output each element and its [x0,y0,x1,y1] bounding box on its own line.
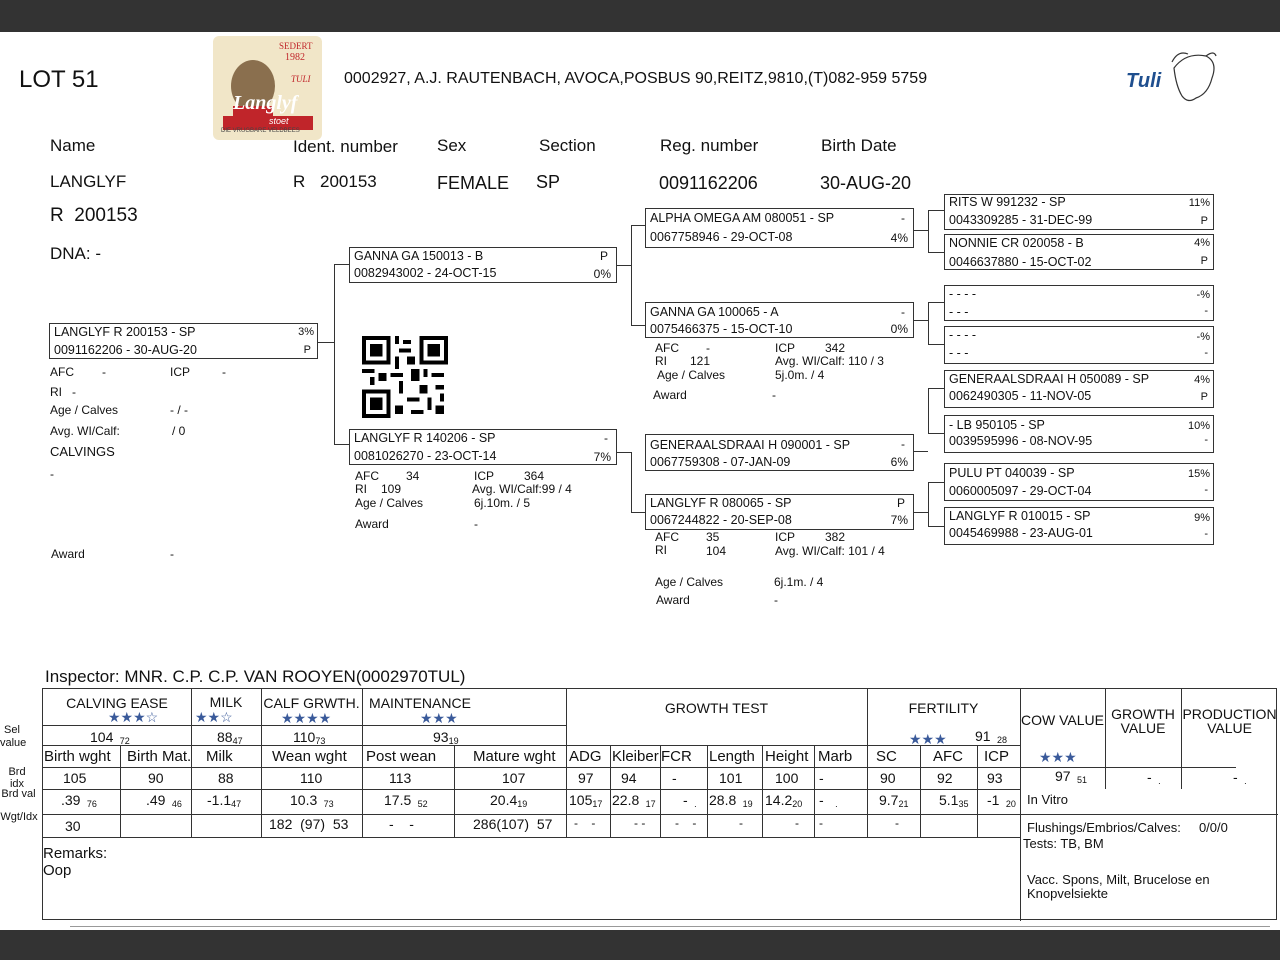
subject-wi-label: Avg. WI/Calf: [50,424,120,438]
group-growth-value-2: VALUE [1120,720,1166,736]
dam-dam-ri-label: RI [655,543,667,557]
sire-dam-afc-label: AFC [655,341,679,355]
label-ident: Ident. number [293,137,398,156]
animal-ident-prefix: R [293,172,306,191]
brd-idx-cell: 107 [502,770,526,786]
flushings: Flushings/Embrios/Calves: 0/0/0 [1027,820,1228,835]
group-fertility: FERTILITY [908,700,979,716]
side-label-sel: Sel [4,724,20,736]
col-birth-mat: Birth Mat. [127,748,192,765]
group-maintenance: MAINTENANCE [369,695,471,711]
brd-idx-cell: 97 [578,770,594,786]
col-birth-wght: Birth wght [44,748,111,765]
brd-val-cell: $5.1_{35}$ [939,792,969,809]
col-height: Height [765,748,809,765]
animal-section: SP [536,172,561,192]
group-growth-value-1: GROWTH [1111,706,1175,722]
wgt-idx-cell: - [739,816,743,830]
sel-maint: $93_{19}$ [433,729,459,746]
fert-stars: ★★★ [909,731,947,747]
in-vitro: In Vitro [1027,792,1068,807]
brd-val-cell: $9.7_{21}$ [879,792,909,809]
wgt-idx-cell: - [795,816,799,830]
col-fcr: FCR [661,748,692,765]
brd-idx-cell: - [819,770,824,786]
brd-idx-cell: 100 [775,770,799,786]
brd-val-cell: $105_{17}$ [569,792,603,809]
brd-val-cell: $14.2_{20}$ [765,792,803,809]
dam-icp-label: ICP [474,469,495,483]
dam-dam-icp-value: 382 [825,530,846,544]
brd-val-cell: .49 $_{46}$ [146,792,182,809]
brd-idx-cell: 113 [389,770,412,786]
langlyf-logo: SEDERT 1982 TULI Langlyf stoet DIE VRUGBARE VELDBEES [213,36,322,140]
ggp-box: - LB 950105 - SP 10% 0039595996 - 08-NOV-95 - [944,415,1214,453]
group-growth-test: GROWTH TEST [664,700,769,716]
wgt-idx-cell: - [819,816,823,830]
brd-idx-cell: 88 [218,770,234,786]
col-wean-wght: Wean wght [272,748,347,765]
tests: Tests: TB, BM [1023,836,1104,851]
calf-stars: ★★★★ [281,710,332,726]
sire-dam-wi: Avg. WI/Calf: 110 / 3 [775,354,884,368]
tuli-logo: Tuli [1126,48,1218,114]
group-calving-ease: CALVING EASE [66,695,168,711]
dam-dam-award-value: - [774,593,778,607]
growth-value-idx: - $_.$ [1147,769,1161,786]
subject-age-label: Age / Calves [50,403,119,417]
subject-wi-value: / 0 [172,424,186,438]
sel-milk: $88_{47}$ [217,729,243,746]
sire-dam-age-label: Age / Calves [657,368,726,382]
wgt-idx-cell: - - [574,816,596,830]
side-label-brd-idx: Brd idx [8,766,26,790]
wgt-idx-cell: - - [389,816,414,832]
sire-dam-award-value: - [772,388,776,402]
subject-afc-value: - [102,365,106,379]
sire-box: GANNA GA 150013 - B P 0082943002 - 24-OCT-15 0% [349,247,617,283]
col-adg: ADG [569,748,602,765]
group-production-value-1: PRODUCTION [1182,706,1277,722]
col-sc: SC [876,748,897,765]
brd-val-cell: - $_.$ [819,792,838,809]
wgt-idx-cell: - [895,816,899,830]
brd-idx-cell: 110 [300,770,323,786]
subject-award-value: - [170,547,174,561]
wgt-idx-cell: - - [634,816,646,830]
wgt-idx-cell: 182 (97) 53 [269,816,349,832]
remarks-label: Remarks: [43,845,108,862]
group-cow-value: COW VALUE [1021,712,1104,728]
ggp-box: GENERAALSDRAAI H 050089 - SP 4% 0062490305 - 11-NOV-05 P [944,370,1214,408]
brd-idx-cell: 94 [621,770,637,786]
lot-number: LOT 51 [19,66,99,93]
brd-idx-cell: 101 [719,770,743,786]
side-label-wgt-idx: Wgt/Idx [0,811,38,823]
sire-dam-icp-label: ICP [775,341,796,355]
dam-age-label: Age / Calves [355,496,424,510]
sire-dam-box: GANNA GA 100065 - A - 0075466375 - 15-OCT-10 0% [645,302,914,338]
dam-dam-age-value: 6j.1m. / 4 [774,575,824,589]
stats-table [42,688,1277,920]
qr-code [362,336,448,418]
brd-idx-cell: - [672,770,677,786]
ggp-box: NONNIE CR 020058 - B 4% 0046637880 - 15-OCT-02 P [944,234,1214,270]
subject-calvings-label: CALVINGS [50,444,115,459]
sire-dam-afc-value: - [706,341,710,355]
subject-ri-value: - [72,385,76,399]
dam-dam-wi: Avg. WI/Calf: 101 / 4 [775,544,885,558]
label-sex: Sex [437,136,467,155]
sire-dam-ri-value: 121 [690,354,711,368]
dam-dam-box: LANGLYF R 080065 - SP P 0067244822 - 20-SEP-08 7% [645,494,914,530]
dam-icp-value: 364 [524,469,545,483]
label-birth: Birth Date [821,136,897,155]
wgt-idx-cell: - - [675,816,697,830]
dam-afc-value: 34 [406,469,420,483]
dam-dam-afc-value: 35 [706,530,720,544]
dam-wi: Avg. WI/Calf:99 / 4 [472,482,572,496]
col-mature-wght: Mature wght [473,748,556,765]
subject-pedigree-box: LANGLYF R 200153 - SP 3% 0091162206 - 30-AUG-20 P [49,323,318,359]
subject-award-label: Award [51,547,85,561]
animal-birth: 30-AUG-20 [820,173,912,193]
brd-val-cell: 17.5 $_{52}$ [384,792,428,809]
top-bar [0,0,1280,32]
animal-sex: FEMALE [437,173,510,193]
col-icp: ICP [984,748,1010,765]
dam-award-label: Award [355,517,389,531]
bottom-bar [0,930,1280,960]
dam-dam-age-label: Age / Calves [655,575,724,589]
dam-dam-afc-label: AFC [655,530,679,544]
brd-val-cell: - $_.$ [683,792,697,809]
dam-box: LANGLYF R 140206 - SP - 0081026270 - 23-OCT-14 7% [349,429,617,465]
subject-age-value: - / - [170,403,188,417]
sel-fert: 91 $_{28}$ [975,728,1007,745]
dam-sire-box: GENERAALSDRAAI H 090001 - SP - 0067759308 - 07-JAN-09 6% [645,434,914,471]
label-name: Name [50,136,96,155]
brd-val-cell: 10.3 $_{73}$ [290,792,334,809]
dam-ri-label: RI [355,482,367,496]
sire-dam-age-value: 5j.0m. / 4 [775,368,825,382]
sire-sire-box: ALPHA OMEGA AM 080051 - SP - 0067758946 - 29-OCT-08 4% [645,208,914,248]
dam-dam-icp-label: ICP [775,530,796,544]
col-length: Length [709,748,755,765]
maint-stars: ★★★ [420,710,458,726]
sel-calf: $110_{73}$ [293,729,326,746]
ggp-box: RITS W 991232 - SP 11% 0043309285 - 31-DEC-99 P [944,194,1214,230]
milk-stars: ★★☆ [195,709,233,725]
brd-idx-cell: 90 [148,770,164,786]
subject-icp-value: - [222,365,226,379]
side-label-value: value [0,737,27,749]
subject-calvings-value: - [50,467,54,481]
cow-stars: ★★★ [1039,749,1077,765]
ggp-box: - - - - -% - - - - [944,285,1214,321]
subject-afc-label: AFC [50,365,74,379]
dna: DNA: - [50,244,101,263]
sire-dam-award-label: Award [653,388,687,402]
brd-val-cell: $20.4_{19}$ [490,792,528,809]
dam-afc-label: AFC [355,469,379,483]
ggp-box: - - - - -% - - - - [944,326,1214,364]
col-post-wean: Post wean [366,748,437,765]
dam-ri-value: 109 [381,482,402,496]
subject-icp-label: ICP [170,365,191,379]
brd-val-cell: $-1.1_{47}$ [207,792,242,809]
breeder-info: 0002927, A.J. RAUTENBACH, AVOCA,POSBUS 90,REITZ,9810,(T)082-959 5759 [344,70,928,87]
brd-idx-cell: 105 [63,770,87,786]
col-milk: Milk [206,748,233,765]
wgt-idx-cell: 286(107) 57 [473,816,553,832]
brd-idx-cell: 93 [987,770,1003,786]
dam-dam-award-label: Award [656,593,690,607]
animal-full-ident: R 200153 [50,205,138,226]
vaccination-2: Knopvelsiekte [1027,886,1108,901]
animal-name: LANGLYF [50,172,127,191]
sire-dam-icp-value: 342 [825,341,846,355]
label-reg: Reg. number [660,136,759,155]
brd-val-cell: .39 $_{76}$ [61,792,97,809]
col-kleiber: Kleiber [612,748,659,765]
group-production-value-2: VALUE [1207,720,1252,736]
production-value-idx: - $_.$ [1233,769,1247,786]
animal-reg: 0091162206 [659,173,758,193]
animal-ident: 200153 [320,172,377,191]
dam-award-value: - [474,517,478,531]
brd-val-cell: 22.8 $_{17}$ [612,792,656,809]
ggp-box: LANGLYF R 010015 - SP 9% 0045469988 - 23-AUG-01 - [944,507,1214,545]
subject-ri-label: RI [50,385,62,399]
group-calf-growth: CALF GRWTH. [263,695,360,711]
brd-val-cell: -1 $_{20}$ [987,792,1016,809]
remarks-text: Oop [43,862,72,879]
col-marb: Marb [818,748,853,765]
dam-dam-ri-value: 104 [706,544,727,558]
vaccination-1: Vacc. Spons, Milt, Brucelose en [1027,872,1210,887]
dam-age-value: 6j.10m. / 5 [474,496,531,510]
inspector: Inspector: MNR. C.P. C.P. VAN ROOYEN(0002970TUL) [45,667,466,686]
cow-value-idx: 97 $_{51}$ [1055,768,1087,785]
side-label-brd-val: Brd val [1,788,36,800]
calving-stars: ★★★☆ [108,709,159,725]
brd-val-cell: 28.8 $_{19}$ [709,792,753,809]
wgt-idx-cell: 30 [65,818,81,834]
label-section: Section [539,136,596,155]
group-milk: MILK [209,694,243,710]
brd-idx-cell: 92 [937,770,953,786]
sel-calving: 104 $_{72}$ [90,729,130,746]
sire-dam-ri-label: RI [655,354,667,368]
brd-idx-cell: 90 [880,770,896,786]
ggp-box: PULU PT 040039 - SP 15% 0060005097 - 29-OCT-04 - [944,463,1214,501]
col-afc: AFC [933,748,963,765]
